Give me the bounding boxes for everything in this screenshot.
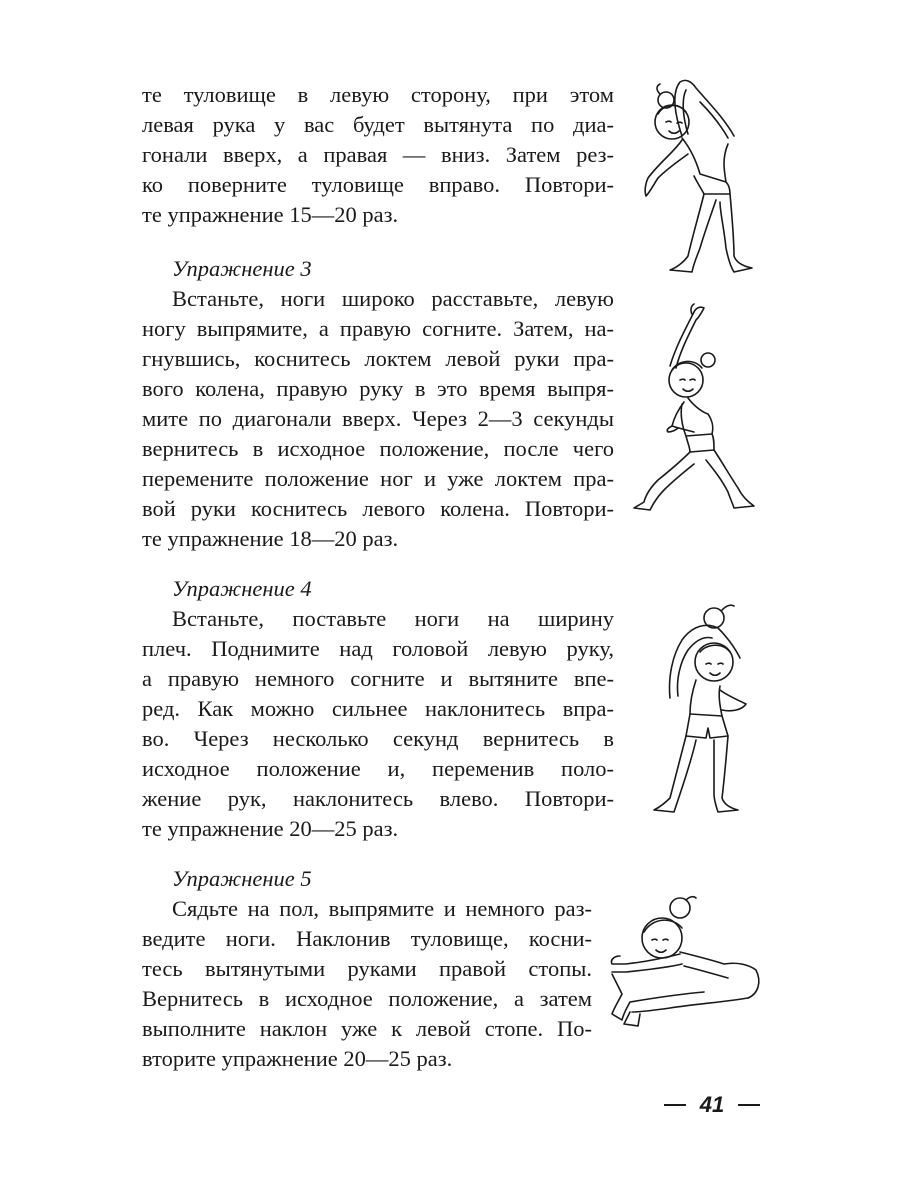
text-line: перемените положение ног и уже локтем пра- bbox=[142, 466, 614, 491]
left-dash bbox=[664, 1104, 686, 1106]
text-line: выполните наклон уже к левой стопе. По- bbox=[142, 1016, 592, 1041]
text-line: мите по диагонали вверх. Через 2—3 секунды bbox=[142, 406, 614, 431]
text-line: те упражнение 18—20 раз. bbox=[142, 526, 399, 551]
text-line: Встаньте, ноги широко расставьте, левую bbox=[172, 286, 614, 311]
text-line: а правую немного согните и вытяните впе- bbox=[142, 666, 614, 691]
exercise-3-heading: Упражнение 3 bbox=[172, 256, 312, 281]
page-number-text: 41 bbox=[699, 1092, 725, 1117]
text-line: гнувшись, коснитесь локтем левой руки пра- bbox=[142, 346, 614, 371]
text-line: левая рука у вас будет вытянута по диа- bbox=[142, 112, 614, 137]
text-line: вого колена, правую руку в это время выпря- bbox=[142, 376, 614, 401]
text-line: во. Через несколько секунд вернитесь в bbox=[142, 726, 614, 751]
girl-arm-over-head-bend-figure bbox=[630, 600, 760, 816]
right-dash bbox=[738, 1104, 760, 1106]
text-line: жение рук, наклонитесь влево. Повтори- bbox=[142, 786, 614, 811]
text-line: вернитесь в исходное положение, после чего bbox=[142, 436, 614, 461]
text-line: Встаньте, поставьте ноги на ширину bbox=[172, 606, 614, 631]
girl-seated-forward-bend-figure bbox=[600, 894, 770, 1034]
text-line: гонали вверх, а правая — вниз. Затем рез- bbox=[142, 142, 614, 167]
exercise-4-heading: Упражнение 4 bbox=[172, 576, 312, 601]
text-line: ногу выпрямите, а правую согните. Затем, на- bbox=[142, 316, 614, 341]
page-number bbox=[664, 1090, 760, 1120]
text-line: исходное положение и, переменив поло- bbox=[142, 756, 614, 781]
text-line: Сядьте на пол, выпрямите и немного раз- bbox=[172, 896, 592, 921]
text-line: плеч. Поднимите над головой левую руку, bbox=[142, 636, 614, 661]
text-line: те туловище в левую сторону, при этом bbox=[142, 82, 614, 107]
text-line: те упражнение 20—25 раз. bbox=[142, 816, 399, 841]
text-line: ко поверните туловище вправо. Повтори- bbox=[142, 172, 614, 197]
text-line: тесь вытянутыми руками правой стопы. bbox=[142, 956, 592, 981]
text-line: вторите упражнение 20—25 раз. bbox=[142, 1046, 453, 1071]
text-line: ред. Как можно сильнее наклонитесь впра- bbox=[142, 696, 614, 721]
text-line: те упражнение 15—20 раз. bbox=[142, 202, 399, 227]
girl-lunge-stretch-figure bbox=[630, 302, 760, 516]
text-line: Вернитесь в исходное положение, а затем bbox=[142, 986, 592, 1011]
text-line: вой руки коснитесь левого колена. Повтори- bbox=[142, 496, 614, 521]
text-line: ведите ноги. Наклонив туловище, косни- bbox=[142, 926, 592, 951]
girl-side-bend-figure bbox=[630, 78, 760, 274]
exercise-5-heading: Упражнение 5 bbox=[172, 866, 312, 891]
